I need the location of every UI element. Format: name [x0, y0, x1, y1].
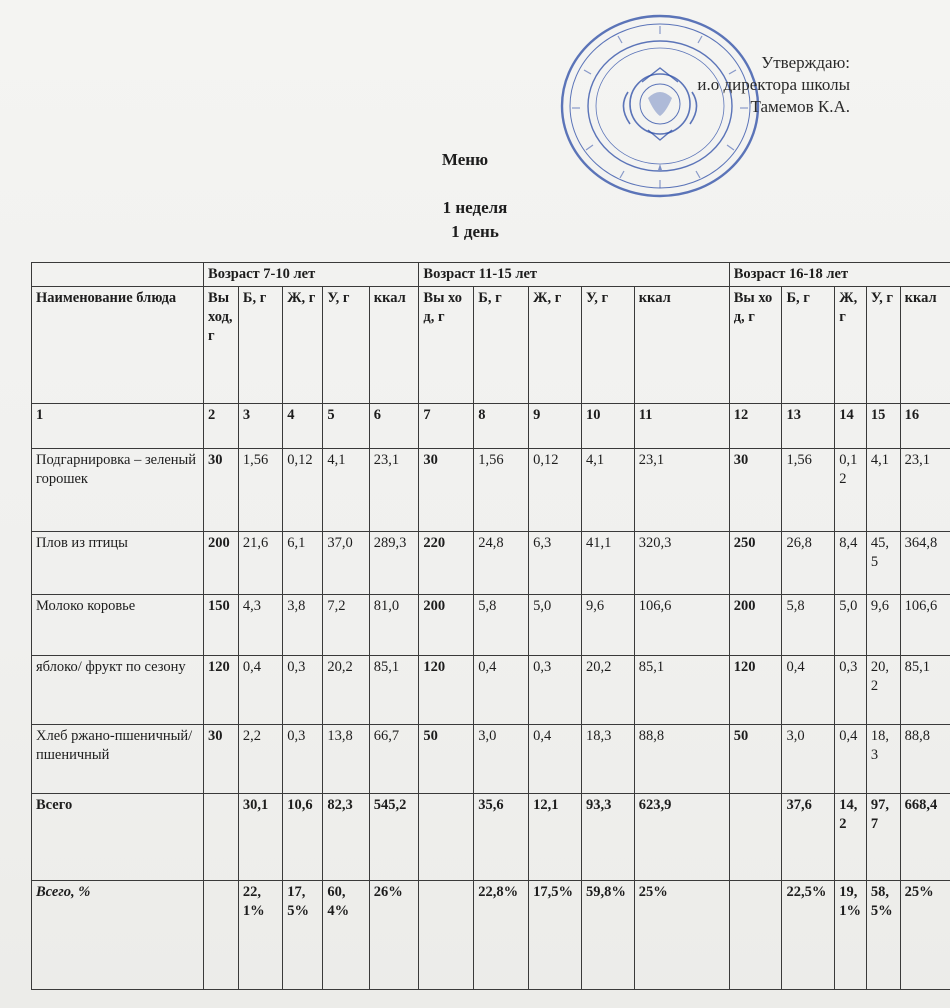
- value-cell: 1,56: [474, 449, 529, 532]
- value-cell: 25%: [634, 881, 729, 990]
- value-cell: 5,8: [474, 595, 529, 656]
- value-cell: 24,8: [474, 532, 529, 595]
- col-number: 15: [866, 404, 900, 449]
- value-cell: 50: [729, 725, 782, 794]
- value-cell: 0,4: [474, 656, 529, 725]
- value-cell: [419, 881, 474, 990]
- col-number: 11: [634, 404, 729, 449]
- col-header: Ж, г: [835, 287, 867, 404]
- value-cell: 120: [204, 656, 239, 725]
- col-number: 1: [32, 404, 204, 449]
- value-cell: 45,5: [866, 532, 900, 595]
- value-cell: 97,7: [866, 794, 900, 881]
- value-cell: 23,1: [900, 449, 950, 532]
- age-group-row: [32, 263, 950, 287]
- col-header: Б, г: [782, 287, 835, 404]
- dish-name-cell: Всего: [32, 794, 204, 881]
- value-cell: 35,6: [474, 794, 529, 881]
- value-cell: 0,3: [283, 725, 323, 794]
- value-cell: 88,8: [900, 725, 950, 794]
- value-cell: 85,1: [900, 656, 950, 725]
- value-cell: 30: [729, 449, 782, 532]
- value-cell: 6,1: [283, 532, 323, 595]
- value-cell: 23,1: [369, 449, 419, 532]
- value-cell: 4,1: [581, 449, 634, 532]
- value-cell: 85,1: [369, 656, 419, 725]
- approval-line-name: Тамемов К.А.: [750, 97, 850, 116]
- value-cell: 0,4: [238, 656, 282, 725]
- value-cell: 250: [729, 532, 782, 595]
- col-number: 2: [204, 404, 239, 449]
- value-cell: 12,1: [529, 794, 582, 881]
- value-cell: 23,1: [634, 449, 729, 532]
- col-number: 13: [782, 404, 835, 449]
- menu-table: [31, 262, 950, 990]
- value-cell: 3,0: [782, 725, 835, 794]
- value-cell: 200: [419, 595, 474, 656]
- col-number: 4: [283, 404, 323, 449]
- col-header: Вы ход, г: [419, 287, 474, 404]
- value-cell: 2,2: [238, 725, 282, 794]
- table-row: [32, 532, 950, 595]
- value-cell: 364,8: [900, 532, 950, 595]
- value-cell: 5,0: [529, 595, 582, 656]
- value-cell: 25%: [900, 881, 950, 990]
- dish-name-cell: Молоко коровье: [32, 595, 204, 656]
- value-cell: 20,2: [866, 656, 900, 725]
- col-header: Ж, г: [283, 287, 323, 404]
- dish-name-cell: Плов из птицы: [32, 532, 204, 595]
- value-cell: 26,8: [782, 532, 835, 595]
- value-cell: [204, 794, 239, 881]
- value-cell: 5,8: [782, 595, 835, 656]
- value-cell: 220: [419, 532, 474, 595]
- value-cell: 545,2: [369, 794, 419, 881]
- value-cell: 623,9: [634, 794, 729, 881]
- col-number: 10: [581, 404, 634, 449]
- value-cell: 17,5%: [283, 881, 323, 990]
- col-header: ккал: [900, 287, 950, 404]
- approval-block: [697, 52, 850, 118]
- value-cell: 4,1: [866, 449, 900, 532]
- value-cell: 50: [419, 725, 474, 794]
- table-row: [32, 449, 950, 532]
- menu-title: Меню: [441, 150, 489, 169]
- value-cell: 120: [419, 656, 474, 725]
- value-cell: 0,4: [529, 725, 582, 794]
- dish-name-cell: Всего, %: [32, 881, 204, 990]
- value-cell: 22,1%: [238, 881, 282, 990]
- corner-cell: [32, 263, 204, 287]
- value-cell: 88,8: [634, 725, 729, 794]
- col-header: Вы ход, г: [729, 287, 782, 404]
- value-cell: 0,12: [835, 449, 867, 532]
- value-cell: 4,1: [323, 449, 369, 532]
- value-cell: 81,0: [369, 595, 419, 656]
- dish-name-cell: Подгарнировка – зеленый горошек: [32, 449, 204, 532]
- col-header: Вы ход, г: [204, 287, 239, 404]
- col-header: ккал: [369, 287, 419, 404]
- value-cell: [729, 794, 782, 881]
- value-cell: 6,3: [529, 532, 582, 595]
- value-cell: 0,12: [529, 449, 582, 532]
- value-cell: 82,3: [323, 794, 369, 881]
- col-header: ккал: [634, 287, 729, 404]
- value-cell: 200: [729, 595, 782, 656]
- value-cell: 18,3: [866, 725, 900, 794]
- value-cell: 30: [419, 449, 474, 532]
- value-cell: 60,4%: [323, 881, 369, 990]
- col-number: 12: [729, 404, 782, 449]
- value-cell: 3,8: [283, 595, 323, 656]
- col-number: 9: [529, 404, 582, 449]
- value-cell: 59,8%: [581, 881, 634, 990]
- value-cell: 106,6: [634, 595, 729, 656]
- value-cell: 1,56: [238, 449, 282, 532]
- value-cell: 668,4: [900, 794, 950, 881]
- value-cell: 66,7: [369, 725, 419, 794]
- value-cell: [419, 794, 474, 881]
- value-cell: 17,5%: [529, 881, 582, 990]
- value-cell: 200: [204, 532, 239, 595]
- value-cell: 37,0: [323, 532, 369, 595]
- value-cell: 30: [204, 449, 239, 532]
- value-cell: 120: [729, 656, 782, 725]
- col-number: 8: [474, 404, 529, 449]
- value-cell: 0,3: [529, 656, 582, 725]
- age-group-7-10: Возраст 7-10 лет: [204, 263, 419, 287]
- table-row: [32, 725, 950, 794]
- col-header: Ж, г: [529, 287, 582, 404]
- age-group-16-18: Возраст 16-18 лет: [729, 263, 950, 287]
- value-cell: 7,2: [323, 595, 369, 656]
- col-number: 6: [369, 404, 419, 449]
- value-cell: 20,2: [581, 656, 634, 725]
- week-label: 1 неделя: [442, 198, 508, 217]
- value-cell: 37,6: [782, 794, 835, 881]
- value-cell: 0,4: [835, 725, 867, 794]
- value-cell: 10,6: [283, 794, 323, 881]
- col-header: У, г: [581, 287, 634, 404]
- value-cell: 85,1: [634, 656, 729, 725]
- value-cell: 0,12: [283, 449, 323, 532]
- column-number-row: [32, 404, 950, 449]
- value-cell: 289,3: [369, 532, 419, 595]
- col-number: 7: [419, 404, 474, 449]
- value-cell: [729, 881, 782, 990]
- value-cell: 18,3: [581, 725, 634, 794]
- value-cell: [204, 881, 239, 990]
- value-cell: 93,3: [581, 794, 634, 881]
- value-cell: 0,4: [782, 656, 835, 725]
- col-number: 16: [900, 404, 950, 449]
- value-cell: 320,3: [634, 532, 729, 595]
- table-row: [32, 656, 950, 725]
- value-cell: 13,8: [323, 725, 369, 794]
- col-header: Б, г: [474, 287, 529, 404]
- value-cell: 58,5%: [866, 881, 900, 990]
- table-row: [32, 595, 950, 656]
- dish-name-header: Наименование блюда: [32, 287, 204, 404]
- value-cell: 20,2: [323, 656, 369, 725]
- col-header: Б, г: [238, 287, 282, 404]
- col-number: 14: [835, 404, 867, 449]
- value-cell: 150: [204, 595, 239, 656]
- col-header: У, г: [323, 287, 369, 404]
- value-cell: 1,56: [782, 449, 835, 532]
- value-cell: 21,6: [238, 532, 282, 595]
- value-cell: 19,1%: [835, 881, 867, 990]
- value-cell: 30,1: [238, 794, 282, 881]
- total-row: [32, 794, 950, 881]
- value-cell: 106,6: [900, 595, 950, 656]
- col-header: У, г: [866, 287, 900, 404]
- approval-line-approve: Утверждаю:: [761, 53, 850, 72]
- total-percent-row: [32, 881, 950, 990]
- value-cell: 5,0: [835, 595, 867, 656]
- value-cell: 4,3: [238, 595, 282, 656]
- value-cell: 3,0: [474, 725, 529, 794]
- approval-line-position: и.о директора школы: [697, 75, 850, 94]
- value-cell: 26%: [369, 881, 419, 990]
- value-cell: 9,6: [581, 595, 634, 656]
- value-cell: 22,8%: [474, 881, 529, 990]
- value-cell: 0,3: [283, 656, 323, 725]
- dish-name-cell: Хлеб ржано-пшеничный/ пшеничный: [32, 725, 204, 794]
- dish-name-cell: яблоко/ фрукт по сезону: [32, 656, 204, 725]
- age-group-11-15: Возраст 11-15 лет: [419, 263, 729, 287]
- column-header-row: [32, 287, 950, 404]
- value-cell: 8,4: [835, 532, 867, 595]
- value-cell: 30: [204, 725, 239, 794]
- col-number: 5: [323, 404, 369, 449]
- value-cell: 0,3: [835, 656, 867, 725]
- value-cell: 41,1: [581, 532, 634, 595]
- value-cell: 22,5%: [782, 881, 835, 990]
- col-number: 3: [238, 404, 282, 449]
- day-label: 1 день: [451, 222, 499, 241]
- value-cell: 9,6: [866, 595, 900, 656]
- value-cell: 14,2: [835, 794, 867, 881]
